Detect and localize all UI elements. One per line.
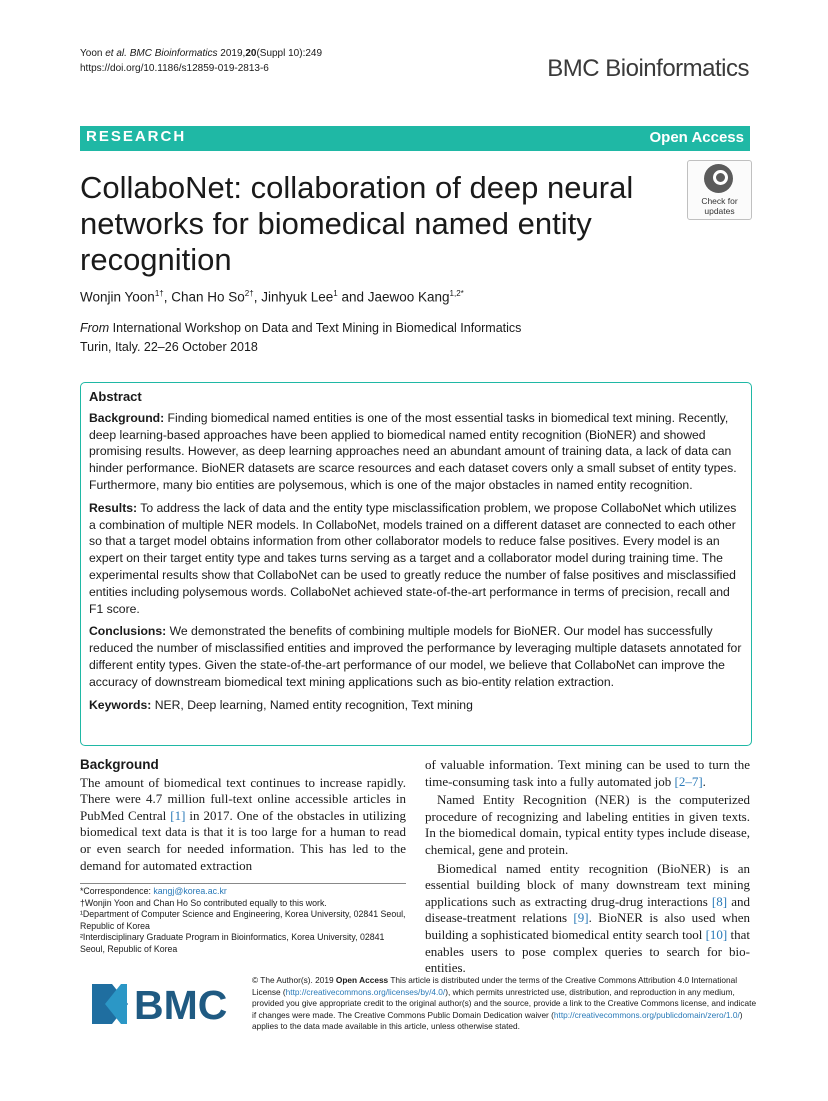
- equal-contribution-note: †Wonjin Yoon and Chan Ho So contributed equally to this work.: [80, 897, 327, 908]
- article-type-label: RESEARCH: [86, 128, 187, 145]
- license-link-zero[interactable]: http://creativecommons.org/publicdomain/zero/1.0/: [553, 1009, 740, 1020]
- abstract-conclusions-text: We demonstrated the benefits of combining multiple models for BioNER. Our model has successfully reduced the number of misclassified entities and improved the performance by leveraging multiple datasets annotated for different entity types. Given the state-of-the-art performance of our model, we believe that CollaboNet can improve the accuracy of downstream biomedical text mining applications such as bio-entity relation extraction.: [89, 624, 742, 689]
- workshop-info: [80, 319, 680, 357]
- workshop-line2: Turin, Italy. 22–26 October 2018: [80, 340, 258, 354]
- check-updates-icon: [704, 164, 733, 193]
- citation-link[interactable]: [1]: [170, 807, 186, 823]
- citation-year: 2019,: [220, 48, 246, 59]
- correspondence-label: *Correspondence:: [80, 886, 154, 896]
- open-access-label: Open Access: [649, 129, 744, 146]
- body-text: The amount of biomedical text continues to increase rapidly. There were 4.7 million full-text online accessible articles in PubMed Central: [80, 774, 406, 823]
- check-updates-icon-mark: [713, 170, 728, 185]
- doi-link[interactable]: https://doi.org/10.1186/s12859-019-2813-6: [80, 63, 269, 74]
- abstract-background-label: Background:: [89, 410, 165, 425]
- license-text: This article is distributed under the terms of the Creative Commons Attribution 4.0 International License (: [252, 975, 738, 997]
- left-column: [80, 757, 406, 874]
- workshop-line1: [80, 319, 680, 338]
- abstract-background-text: Finding biomedical named entities is one of the most essential tasks in biomedical text mining. Recently, deep learning-based approaches have been applied to biomedical named entity recognition (BioNER) and showed promising results. However, as deep learning approaches need an abundant amount of training data, a lack of data can hinder performance. BioNER datasets are scarce resources and each dataset covers only a small subset of entity types. Furthermore, many bio entities are polysemous, which is one of the major obstacles in named entity recognition.: [89, 410, 737, 492]
- footnotes: [80, 886, 410, 956]
- check-updates-text: [688, 196, 751, 216]
- license-statement: [252, 975, 757, 1033]
- license-open-access: Open Access: [335, 975, 389, 985]
- citation-link[interactable]: [8]: [711, 893, 728, 909]
- license-text: ), which permits unrestricted use, distribution, and reproduction in any medium, provided you give appropriate credit to the original author(s) and the source, provide a link to the Creative Commons license, and indicate if changes were made. The Creative Commons Public Domain Dedication waiver (: [252, 986, 757, 1020]
- check-updates-line2: updates: [704, 206, 735, 216]
- author-name: Wonjin Yoon: [80, 289, 155, 305]
- license-text: © The Author(s). 2019: [252, 975, 336, 985]
- body-text: that enables users to pose complex queries to search for bio-entities.: [425, 926, 751, 976]
- body-text: of valuable information. Text mining can be used to turn the time-consuming task into a fully automated job: [425, 757, 750, 789]
- check-updates-line1: Check for: [701, 196, 738, 206]
- abstract-results-text: To address the lack of data and the entity type misclassification problem, we propose CollaboNet which utilizes a combination of multiple NER models. In CollaboNet, models trained on a different dataset are connected to each other so that a target model obtains information from other collaborator models to reduce false positives. Every model is an expert on their target entity type and takes turns serving as a target and a collaborator model during training time. The experimental results show that CollaboNet can be used to greatly reduce the number of false positives and misclassified entities including polysemous words. CollaboNet achieved state-of-the-art performance in terms of precision, recall and F1 score.: [89, 500, 737, 616]
- citation-header: [80, 46, 322, 76]
- license-link-by[interactable]: http://creativecommons.org/licenses/by/4.0/: [285, 986, 446, 997]
- abstract-keywords-text: NER, Deep learning, Named entity recognition, Text mining: [151, 697, 473, 712]
- citation-line: [80, 46, 322, 61]
- body-paragraph: Named Entity Recognition (NER) is the computerized procedure of recognizing and labeling entities in given texts. In the biomedical domain, typical entity types include disease, chemical, gene and protein.: [425, 792, 750, 857]
- abstract-background: [89, 410, 743, 494]
- license-text: ) applies to the data made available in this article, unless otherwise stated.: [252, 1009, 743, 1031]
- footnote-divider: [80, 883, 406, 884]
- citation-link[interactable]: [10]: [705, 926, 728, 942]
- abstract-conclusions-label: Conclusions:: [89, 624, 167, 639]
- workshop-name: International Workshop on Data and Text Mining in Biomedical Informatics: [109, 321, 522, 335]
- bmc-logo: [92, 984, 242, 1024]
- abstract-conclusions: [89, 623, 743, 690]
- author-affiliation-mark: 1†: [154, 289, 164, 298]
- body-text: and disease-treatment relations: [425, 893, 750, 926]
- correspondence: [80, 886, 410, 898]
- citation-journal: BMC Bioinformatics: [129, 48, 218, 59]
- abstract-keywords: [89, 697, 743, 714]
- citation-issue: (Suppl 10):249: [256, 48, 323, 59]
- abstract-keywords-label: Keywords:: [89, 697, 152, 712]
- journal-name: BMC Bioinformatics: [547, 55, 749, 82]
- from-word: From: [80, 321, 110, 335]
- abstract-results-label: Results:: [89, 500, 138, 515]
- check-for-updates-badge[interactable]: [687, 160, 752, 220]
- citation-etal: et al.: [105, 48, 127, 59]
- author-name: , Chan Ho So: [163, 289, 245, 305]
- author-name: and Jaewoo Kang: [337, 289, 450, 305]
- bmc-logo-text: BMC: [134, 984, 228, 1024]
- citation-volume: 20: [245, 48, 257, 59]
- body-paragraph: [425, 757, 750, 790]
- abstract-content: [89, 389, 743, 713]
- section-heading-background: Background: [80, 757, 159, 772]
- author-name: , Jinhyuk Lee: [253, 289, 334, 305]
- body-text: Biomedical named entity recognition (BioNER) is an essential building block of many downstream text mining applications such as extracting drug-drug interactions: [425, 860, 750, 909]
- author-affiliation-mark: 2†: [244, 289, 254, 298]
- body-text: . BioNER is also used when building a sophisticated biomedical entity search tool: [425, 910, 750, 942]
- body-paragraph: [425, 861, 750, 977]
- abstract-results: [89, 500, 743, 618]
- correspondence-email-link[interactable]: kangj@korea.ac.kr: [153, 886, 227, 896]
- author-affiliation-mark: 1: [333, 289, 338, 298]
- affiliation-1: ¹Department of Computer Science and Engineering, Korea University, 02841 Seoul, Republic of Korea: [80, 909, 406, 931]
- body-paragraph: [80, 775, 406, 875]
- right-column: [425, 757, 750, 977]
- article-title: CollaboNet: collaboration of deep neural networks for biomedical named entity recognition: [80, 170, 634, 277]
- author-affiliation-mark: 1,2*: [449, 289, 464, 298]
- abstract-heading: Abstract: [89, 389, 142, 404]
- body-text: .: [702, 773, 706, 789]
- citation-link[interactable]: [9]: [573, 910, 589, 926]
- author-list: [80, 289, 464, 305]
- body-text: in 2017. One of the obstacles in utilizing biomedical text data is that it is too large for a human to read or even search for needed information. This has led to the demand for automated extraction: [80, 807, 406, 873]
- abstract-box: [80, 382, 752, 746]
- affiliation-2: ²Interdisciplinary Graduate Program in Bioinformatics, Korea University, 02841 Seoul, Republic of Korea: [80, 932, 385, 954]
- citation-link[interactable]: [2–7]: [674, 773, 703, 789]
- citation-authors: Yoon: [80, 48, 103, 59]
